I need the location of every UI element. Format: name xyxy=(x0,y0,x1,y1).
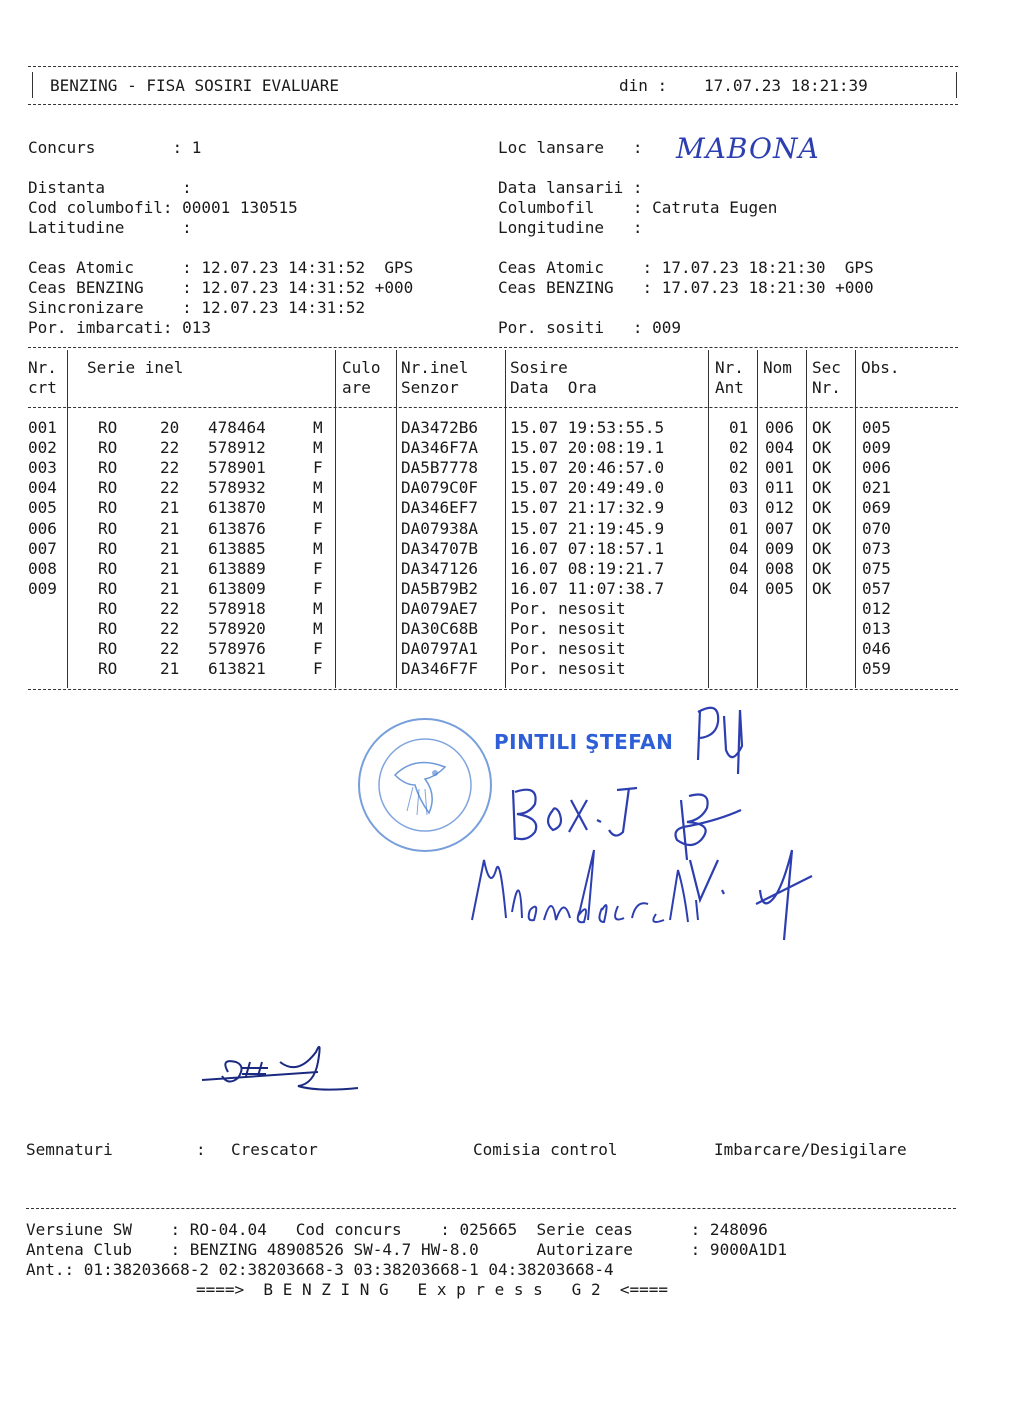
cell-senzor: DA079AE7 xyxy=(401,598,479,618)
cell-senzor: DA346EF7 xyxy=(401,498,479,518)
cell-ant: 03 xyxy=(729,478,749,498)
cell-inel: 578920 xyxy=(208,619,266,638)
cell-tara: RO xyxy=(98,518,118,538)
col-serie-header: Serie inel xyxy=(87,358,184,377)
cell-sec: OK xyxy=(812,538,832,558)
signature-3-icon xyxy=(460,830,840,950)
cell-sec: OK xyxy=(812,578,832,598)
cell-tara: RO xyxy=(98,538,118,558)
columbofil: Columbofil : Catruta Eugen xyxy=(498,198,778,217)
cell-sex: F xyxy=(313,518,323,538)
cell-an: 21 xyxy=(160,578,180,598)
cell-tara: RO xyxy=(98,659,118,679)
cell-tara: RO xyxy=(98,578,118,598)
cell-sosire: Por. nesosit xyxy=(510,639,626,659)
cell-tara: RO xyxy=(98,558,118,578)
cell-obs: 057 xyxy=(862,578,891,598)
header-right-border xyxy=(956,72,957,98)
ceas-atomic-right: Ceas Atomic : 17.07.23 18:21:30 GPS xyxy=(498,258,874,277)
cell-inel: 578932 xyxy=(208,478,266,498)
col-divider xyxy=(396,350,397,688)
cell-nr: 001 xyxy=(28,418,57,437)
col-divider xyxy=(335,350,336,688)
comisia-label: Comisia control xyxy=(473,1140,618,1159)
cell-inel: 578901 xyxy=(208,458,266,478)
cell-sec: OK xyxy=(812,438,832,458)
cod-columbofil: Cod columbofil: 00001 130515 xyxy=(28,198,298,217)
cell-sex: M xyxy=(313,498,323,518)
cell-tara: RO xyxy=(98,438,118,458)
latitudine: Latitudine : xyxy=(28,218,192,237)
cell-sec: OK xyxy=(812,518,832,538)
cell-an: 20 xyxy=(160,418,180,437)
cell-sex: F xyxy=(313,558,323,578)
semnaturi-label: Semnaturi xyxy=(26,1140,113,1159)
cell-nom: 012 xyxy=(765,498,794,518)
col-divider xyxy=(855,350,856,688)
footer-line-1: Versiune SW : RO-04.04 Cod concurs : 025665 Serie ceas : 248096 xyxy=(26,1220,768,1239)
col-inel-header-1: Nr.inel xyxy=(401,358,469,377)
cell-ant: 01 xyxy=(729,418,749,437)
semnaturi-separator: : xyxy=(196,1140,206,1159)
cell-obs: 059 xyxy=(862,659,891,679)
cell-senzor: DA346F7A xyxy=(401,438,479,458)
sincronizare: Sincronizare : 12.07.23 14:31:52 xyxy=(28,298,366,317)
cell-obs: 013 xyxy=(862,619,891,638)
cell-sex: F xyxy=(313,458,323,478)
cell-nom: 009 xyxy=(765,538,794,558)
cell-ant: 02 xyxy=(729,458,749,478)
table-top-rule xyxy=(28,347,958,348)
cell-sosire: 15.07 20:49:49.0 xyxy=(510,478,665,498)
cell-senzor: DA3472B6 xyxy=(401,418,479,437)
report-date-label: din : xyxy=(619,76,668,95)
table-bottom-rule xyxy=(28,689,958,690)
col-culo-header-1: Culo xyxy=(342,358,381,377)
cell-sosire: 15.07 21:19:45.9 xyxy=(510,518,665,538)
cell-sex: M xyxy=(313,619,323,638)
cell-obs: 006 xyxy=(862,458,891,478)
cell-ant: 02 xyxy=(729,438,749,458)
cell-tara: RO xyxy=(98,478,118,498)
cell-senzor: DA346F7F xyxy=(401,659,479,679)
cell-sosire: 15.07 19:53:55.5 xyxy=(510,418,665,437)
col-culo-header-2: are xyxy=(342,378,371,397)
crescator-label: Crescator xyxy=(231,1140,318,1159)
cell-sex: M xyxy=(313,478,323,498)
cell-inel: 613889 xyxy=(208,558,266,578)
col-nom-header: Nom xyxy=(763,358,792,377)
signature-4-icon xyxy=(198,1032,363,1102)
cell-nr: 002 xyxy=(28,438,57,458)
header-left-border xyxy=(32,72,33,98)
cell-sosire: Por. nesosit xyxy=(510,659,626,679)
cell-sosire: 15.07 20:46:57.0 xyxy=(510,458,665,478)
col-sec-header-1: Sec xyxy=(812,358,841,377)
report-date-value: 17.07.23 18:21:39 xyxy=(704,76,868,95)
cell-nom: 001 xyxy=(765,458,794,478)
cell-senzor: DA07938A xyxy=(401,518,479,538)
col-divider xyxy=(67,350,68,688)
cell-inel: 613870 xyxy=(208,498,266,518)
footer-line-4: ====> B E N Z I N G E x p r e s s G 2 <==== xyxy=(196,1280,669,1299)
cell-an: 21 xyxy=(160,538,180,558)
por-sositi: Por. sositi : 009 xyxy=(498,318,682,337)
ceas-benzing-right: Ceas BENZING : 17.07.23 18:21:30 +000 xyxy=(498,278,874,297)
cell-sex: M xyxy=(313,538,323,558)
cell-ant: 03 xyxy=(729,498,749,518)
cell-an: 22 xyxy=(160,619,180,638)
por-imbarcati: Por. imbarcati: 013 xyxy=(28,318,212,337)
cell-sex: M xyxy=(313,598,323,618)
cell-obs: 021 xyxy=(862,478,891,498)
cell-sex: F xyxy=(313,639,323,659)
signature-1-icon xyxy=(690,700,750,780)
col-divider xyxy=(757,350,758,688)
cell-inel: 613876 xyxy=(208,518,266,538)
col-nr-header-1: Nr. xyxy=(28,358,57,377)
cell-sosire: 15.07 20:08:19.1 xyxy=(510,438,665,458)
col-divider xyxy=(806,350,807,688)
header-top-rule xyxy=(28,66,958,67)
cell-inel: 578918 xyxy=(208,598,266,618)
cell-nr: 009 xyxy=(28,578,57,598)
cell-tara: RO xyxy=(98,498,118,518)
imbarcare-label: Imbarcare/Desigilare xyxy=(714,1140,907,1159)
cell-sosire: 16.07 08:19:21.7 xyxy=(510,558,665,578)
longitudine: Longitudine : xyxy=(498,218,643,237)
cell-an: 22 xyxy=(160,438,180,458)
cell-tara: RO xyxy=(98,619,118,638)
cell-an: 22 xyxy=(160,639,180,659)
cell-ant: 01 xyxy=(729,518,749,538)
cell-obs: 009 xyxy=(862,438,891,458)
col-nr-header-2: crt xyxy=(28,378,57,397)
footer-rule xyxy=(26,1208,956,1209)
cell-senzor: DA5B79B2 xyxy=(401,578,479,598)
cell-ant: 04 xyxy=(729,538,749,558)
cell-sosire: 16.07 07:18:57.1 xyxy=(510,538,665,558)
col-obs-header: Obs. xyxy=(861,358,900,377)
cell-nom: 004 xyxy=(765,438,794,458)
cell-sosire: 15.07 21:17:32.9 xyxy=(510,498,665,518)
cell-sex: M xyxy=(313,418,323,437)
col-sosire-header-1: Sosire xyxy=(510,358,568,377)
cell-sec: OK xyxy=(812,498,832,518)
cell-senzor: DA30C68B xyxy=(401,619,479,638)
cell-nom: 008 xyxy=(765,558,794,578)
col-inel-header-2: Senzor xyxy=(401,378,459,397)
cell-inel: 478464 xyxy=(208,418,266,437)
cell-an: 22 xyxy=(160,458,180,478)
cell-sosire: 16.07 11:07:38.7 xyxy=(510,578,665,598)
col-ant-header-2: Ant xyxy=(715,378,744,397)
cell-an: 22 xyxy=(160,478,180,498)
cell-nom: 007 xyxy=(765,518,794,538)
cell-inel: 613821 xyxy=(208,659,266,679)
cell-nr: 008 xyxy=(28,558,57,578)
col-sec-header-2: Nr. xyxy=(812,378,841,397)
concurs: Concurs : 1 xyxy=(28,138,202,157)
cell-nr: 005 xyxy=(28,498,57,518)
cell-tara: RO xyxy=(98,418,118,437)
cell-an: 21 xyxy=(160,518,180,538)
cell-senzor: DA347126 xyxy=(401,558,479,578)
header-bottom-rule xyxy=(28,104,958,105)
loc-lansare-label: Loc lansare : xyxy=(498,138,643,157)
col-divider xyxy=(708,350,709,688)
cell-sec: OK xyxy=(812,418,832,437)
data-lansarii: Data lansarii : xyxy=(498,178,643,197)
cell-inel: 578976 xyxy=(208,639,266,659)
cell-tara: RO xyxy=(98,598,118,618)
cell-an: 21 xyxy=(160,659,180,679)
cell-senzor: DA5B7778 xyxy=(401,458,479,478)
ceas-benzing-left: Ceas BENZING : 12.07.23 14:31:52 +000 xyxy=(28,278,414,297)
cell-nr: 003 xyxy=(28,458,57,478)
cell-inel: 578912 xyxy=(208,438,266,458)
cell-inel: 613885 xyxy=(208,538,266,558)
footer-line-3: Ant.: 01:38203668-2 02:38203668-3 03:38203668-1 04:38203668-4 xyxy=(26,1260,614,1279)
distanta: Distanta : xyxy=(28,178,192,197)
cell-tara: RO xyxy=(98,458,118,478)
cell-obs: 012 xyxy=(862,598,891,618)
report-title: BENZING - FISA SOSIRI EVALUARE xyxy=(50,76,339,95)
cell-nom: 006 xyxy=(765,418,794,437)
cell-sec: OK xyxy=(812,458,832,478)
cell-ant: 04 xyxy=(729,578,749,598)
col-divider xyxy=(505,350,506,688)
cell-tara: RO xyxy=(98,639,118,659)
cell-inel: 613809 xyxy=(208,578,266,598)
cell-nr: 006 xyxy=(28,518,57,538)
cell-sex: F xyxy=(313,578,323,598)
col-sosire-header-2: Data Ora xyxy=(510,378,597,397)
cell-senzor: DA34707B xyxy=(401,538,479,558)
table-header-rule xyxy=(28,407,958,408)
ceas-atomic-left: Ceas Atomic : 12.07.23 14:31:52 GPS xyxy=(28,258,414,277)
cell-obs: 070 xyxy=(862,518,891,538)
cell-sex: F xyxy=(313,659,323,679)
cell-nom: 005 xyxy=(765,578,794,598)
cell-obs: 073 xyxy=(862,538,891,558)
cell-an: 21 xyxy=(160,558,180,578)
stamp-name: PINTILI ŞTEFAN xyxy=(494,730,674,754)
cell-senzor: DA0797A1 xyxy=(401,639,479,659)
cell-obs: 005 xyxy=(862,418,891,437)
footer-line-2: Antena Club : BENZING 48908526 SW-4.7 HW-8.0 Autorizare : 9000A1D1 xyxy=(26,1240,787,1259)
cell-obs: 075 xyxy=(862,558,891,578)
cell-an: 21 xyxy=(160,498,180,518)
cell-nr: 007 xyxy=(28,538,57,558)
cell-sosire: Por. nesosit xyxy=(510,598,626,618)
col-ant-header-1: Nr. xyxy=(715,358,744,377)
cell-ant: 04 xyxy=(729,558,749,578)
cell-nom: 011 xyxy=(765,478,794,498)
cell-an: 22 xyxy=(160,598,180,618)
cell-obs: 046 xyxy=(862,639,891,659)
cell-sec: OK xyxy=(812,478,832,498)
loc-lansare-value: MABONA xyxy=(676,132,820,165)
cell-sex: M xyxy=(313,438,323,458)
cell-sec: OK xyxy=(812,558,832,578)
cell-senzor: DA079C0F xyxy=(401,478,479,498)
cell-sosire: Por. nesosit xyxy=(510,619,626,638)
cell-nr: 004 xyxy=(28,478,57,498)
cell-obs: 069 xyxy=(862,498,891,518)
